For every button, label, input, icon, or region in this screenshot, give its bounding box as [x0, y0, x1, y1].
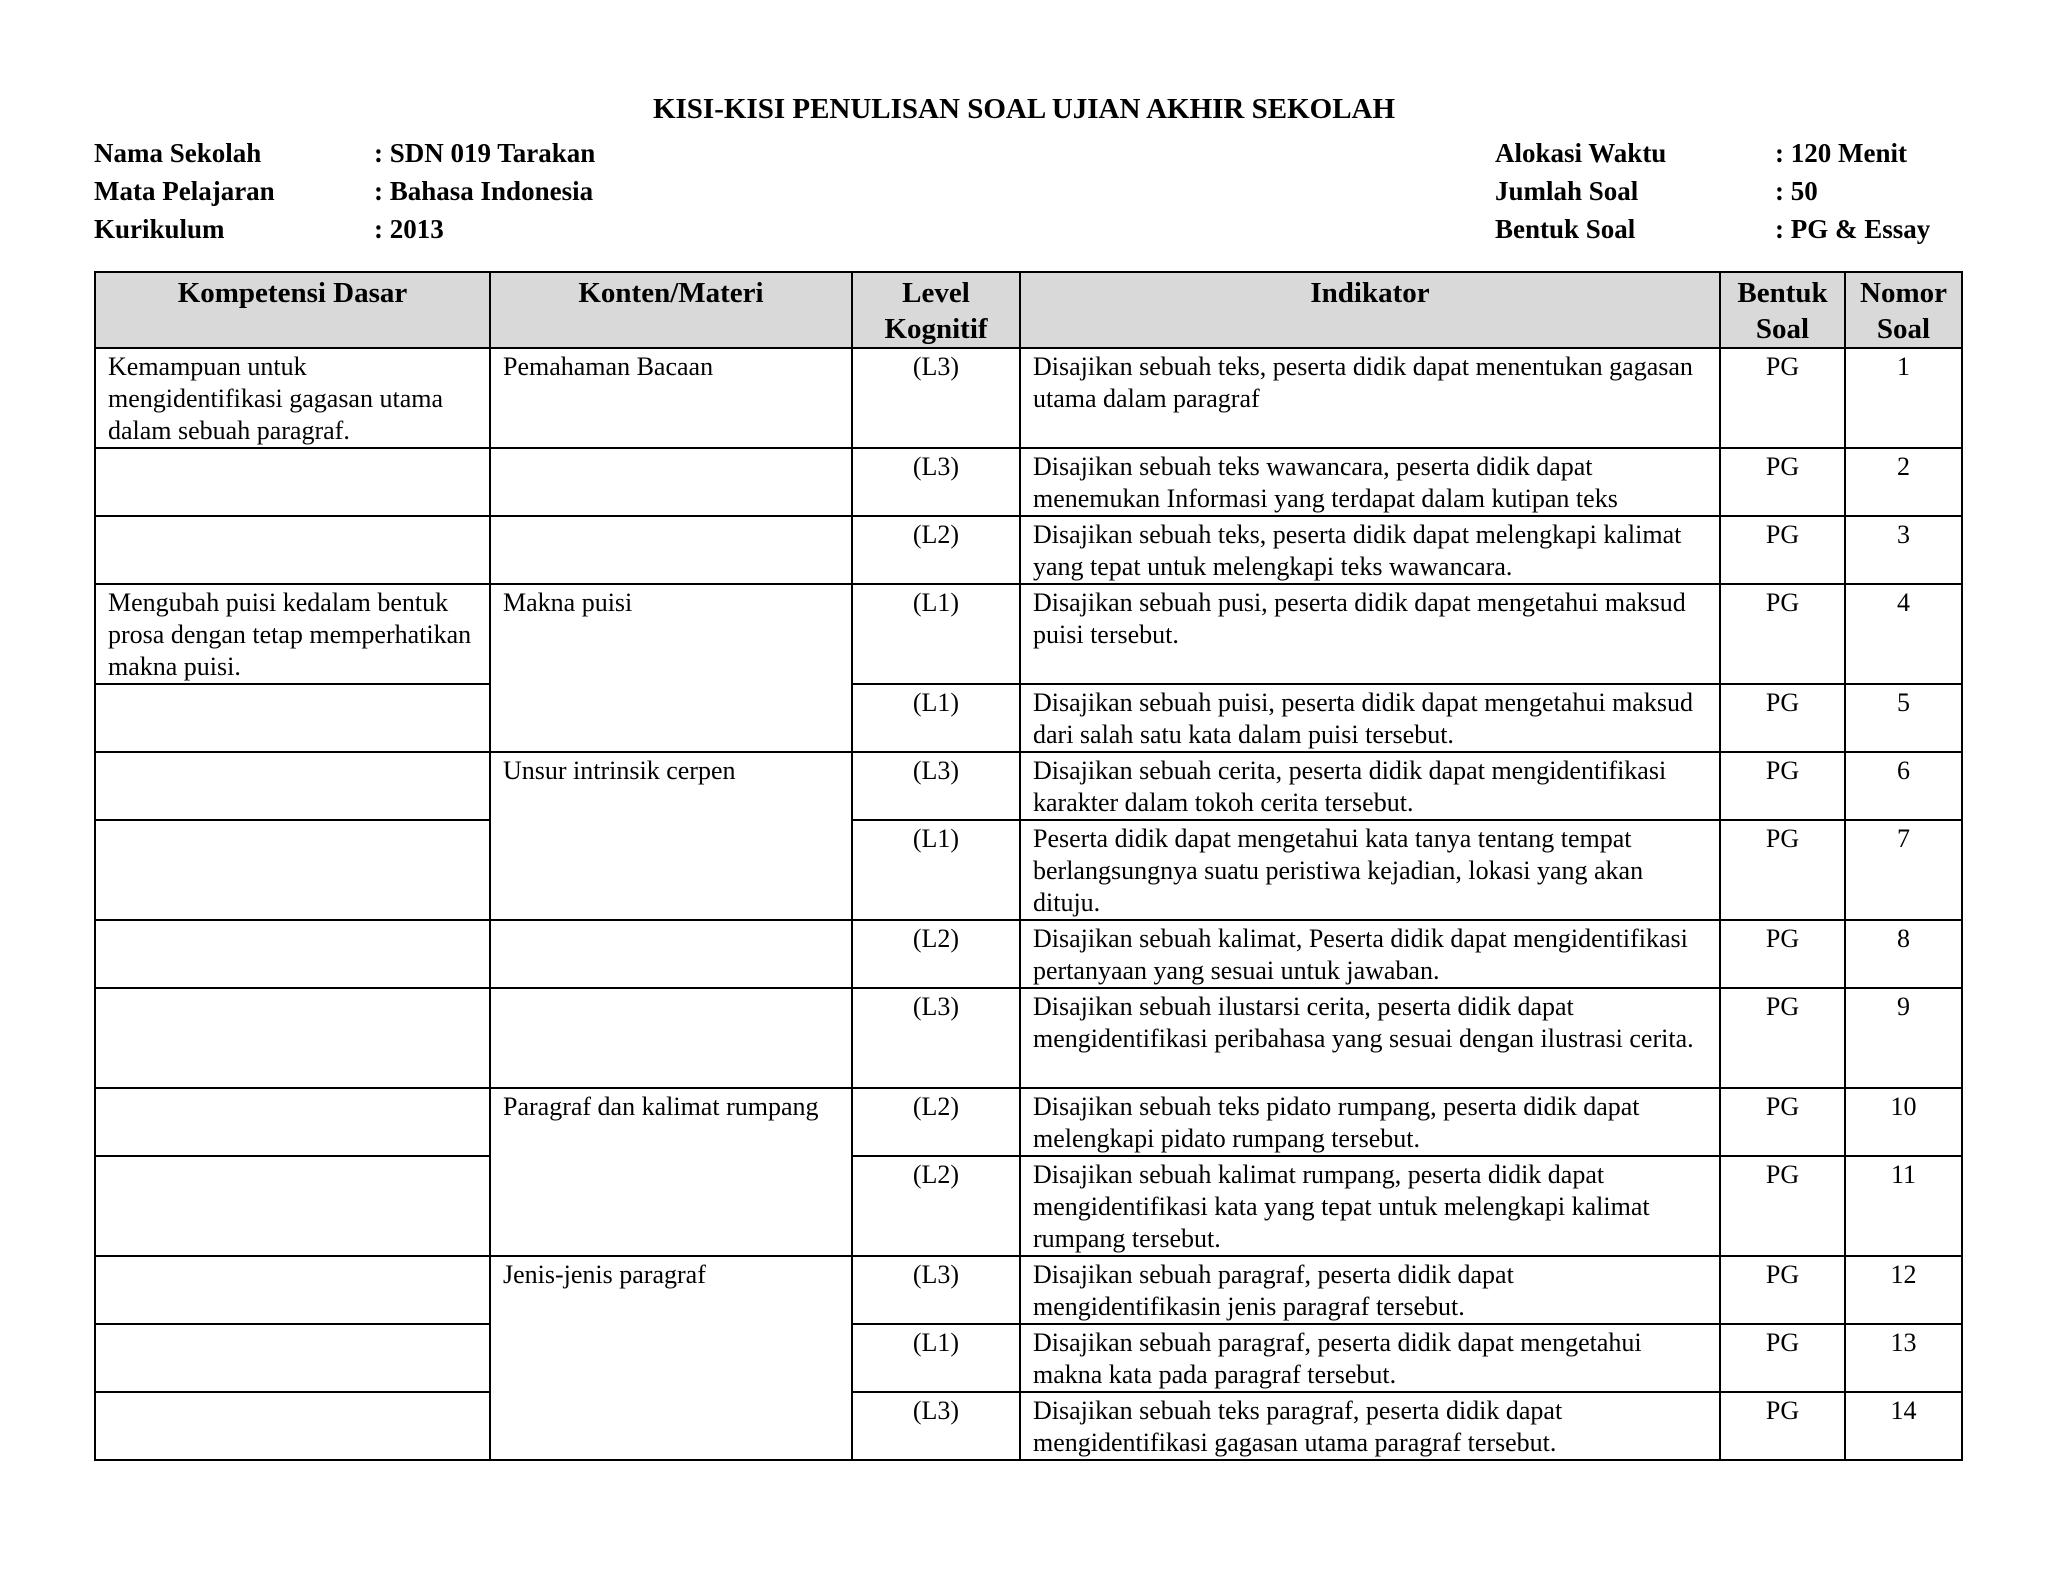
cell-level: (L2)	[852, 1088, 1020, 1156]
cell-level: (L3)	[852, 1392, 1020, 1460]
cell-nomor: 1	[1845, 348, 1962, 448]
cell-konten	[490, 1392, 852, 1460]
cell-konten: Unsur intrinsik cerpen	[490, 752, 852, 820]
cell-nomor: 11	[1845, 1156, 1962, 1256]
header-kompetensi-dasar: Kompetensi Dasar	[95, 272, 490, 348]
cell-kompetensi	[95, 516, 490, 584]
cell-kompetensi	[95, 920, 490, 988]
cell-nomor: 2	[1845, 448, 1962, 516]
meta-label: Bentuk Soal	[1495, 214, 1636, 244]
table-row	[95, 1392, 1962, 1460]
meta-label: Kurikulum	[94, 214, 225, 244]
cell-level: (L3)	[852, 348, 1020, 448]
cell-bentuk: PG	[1720, 1392, 1845, 1460]
cell-nomor: 5	[1845, 684, 1962, 752]
cell-nomor: 4	[1845, 584, 1962, 684]
cell-indikator: Disajikan sebuah cerita, peserta didik dapat mengidentifikasi karakter dalam tokoh cerita tersebut.	[1020, 752, 1720, 820]
cell-indikator: Disajikan sebuah paragraf, peserta didik dapat mengetahui makna kata pada paragraf tersebut.	[1020, 1324, 1720, 1392]
cell-level: (L3)	[852, 988, 1020, 1088]
school-info-block	[94, 134, 595, 248]
table-row	[95, 684, 1962, 752]
cell-kompetensi: Kemampuan untuk mengidentifikasi gagasan utama dalam sebuah paragraf.	[95, 348, 490, 448]
table-row	[95, 820, 1962, 920]
cell-level: (L1)	[852, 820, 1020, 920]
cell-indikator: Disajikan sebuah teks, peserta didik dapat menentukan gagasan utama dalam paragraf	[1020, 348, 1720, 448]
cell-konten	[490, 988, 852, 1088]
cell-konten: Paragraf dan kalimat rumpang	[490, 1088, 852, 1156]
cell-nomor: 10	[1845, 1088, 1962, 1156]
cell-nomor: 14	[1845, 1392, 1962, 1460]
cell-nomor: 8	[1845, 920, 1962, 988]
cell-level: (L3)	[852, 752, 1020, 820]
cell-konten	[490, 1324, 852, 1392]
exam-info-block	[1495, 134, 1930, 248]
cell-bentuk: PG	[1720, 920, 1845, 988]
meta-value: : 2013	[374, 214, 444, 244]
meta-row-mata-pelajaran	[94, 172, 595, 210]
meta-label: Jumlah Soal	[1495, 176, 1639, 206]
cell-bentuk: PG	[1720, 516, 1845, 584]
table-row	[95, 1156, 1962, 1256]
cell-bentuk: PG	[1720, 684, 1845, 752]
cell-kompetensi	[95, 684, 490, 752]
cell-indikator: Disajikan sebuah ilustarsi cerita, peserta didik dapat mengidentifikasi peribahasa yang sesuai dengan ilustrasi cerita.	[1020, 988, 1720, 1088]
cell-kompetensi	[95, 448, 490, 516]
table-row	[95, 1256, 1962, 1324]
cell-indikator: Disajikan sebuah teks wawancara, peserta didik dapat menemukan Informasi yang terdapat dalam kutipan teks	[1020, 448, 1720, 516]
cell-kompetensi	[95, 1256, 490, 1324]
cell-indikator: Disajikan sebuah puisi, peserta didik dapat mengetahui maksud dari salah satu kata dalam puisi tersebut.	[1020, 684, 1720, 752]
cell-konten: Makna puisi	[490, 584, 852, 684]
cell-nomor: 3	[1845, 516, 1962, 584]
table-row	[95, 584, 1962, 684]
meta-row-nama-sekolah	[94, 134, 595, 172]
cell-kompetensi	[95, 1088, 490, 1156]
cell-konten	[490, 920, 852, 988]
table-row	[95, 516, 1962, 584]
cell-nomor: 13	[1845, 1324, 1962, 1392]
cell-bentuk: PG	[1720, 348, 1845, 448]
header-nomor-soal: Nomor Soal	[1845, 272, 1962, 348]
table-row	[95, 752, 1962, 820]
cell-bentuk: PG	[1720, 1256, 1845, 1324]
cell-konten	[490, 684, 852, 752]
cell-level: (L1)	[852, 584, 1020, 684]
table-row	[95, 1088, 1962, 1156]
table-row	[95, 348, 1962, 448]
cell-nomor: 7	[1845, 820, 1962, 920]
cell-indikator: Disajikan sebuah kalimat rumpang, peserta didik dapat mengidentifikasi kata yang tepat untuk melengkapi kalimat rumpang tersebut.	[1020, 1156, 1720, 1256]
cell-konten	[490, 448, 852, 516]
cell-level: (L2)	[852, 920, 1020, 988]
cell-konten	[490, 1156, 852, 1256]
cell-bentuk: PG	[1720, 1324, 1845, 1392]
meta-label: Alokasi Waktu	[1495, 138, 1667, 168]
cell-indikator: Peserta didik dapat mengetahui kata tanya tentang tempat berlangsungnya suatu peristiwa kejadian, lokasi yang akan dituju.	[1020, 820, 1720, 920]
cell-level: (L3)	[852, 448, 1020, 516]
cell-kompetensi	[95, 1324, 490, 1392]
cell-bentuk: PG	[1720, 1088, 1845, 1156]
cell-level: (L2)	[852, 516, 1020, 584]
cell-bentuk: PG	[1720, 752, 1845, 820]
meta-value: : 50	[1775, 176, 1818, 206]
cell-kompetensi: Mengubah puisi kedalam bentuk prosa dengan tetap memperhatikan makna puisi.	[95, 584, 490, 684]
table-header-row	[95, 272, 1962, 348]
meta-value: : SDN 019 Tarakan	[374, 138, 596, 168]
cell-indikator: Disajikan sebuah kalimat, Peserta didik dapat mengidentifikasi pertanyaan yang sesuai untuk jawaban.	[1020, 920, 1720, 988]
cell-bentuk: PG	[1720, 820, 1845, 920]
cell-indikator: Disajikan sebuah teks, peserta didik dapat melengkapi kalimat yang tepat untuk melengkapi teks wawancara.	[1020, 516, 1720, 584]
meta-row-kurikulum	[94, 210, 595, 248]
cell-konten: Jenis-jenis paragraf	[490, 1256, 852, 1324]
cell-indikator: Disajikan sebuah teks pidato rumpang, peserta didik dapat melengkapi pidato rumpang tersebut.	[1020, 1088, 1720, 1156]
kisi-kisi-table	[94, 271, 1963, 1461]
cell-bentuk: PG	[1720, 584, 1845, 684]
meta-row-alokasi-waktu	[1495, 134, 1930, 172]
cell-konten	[490, 516, 852, 584]
cell-kompetensi	[95, 752, 490, 820]
document-title: KISI-KISI PENULISAN SOAL UJIAN AKHIR SEKOLAH	[652, 93, 1396, 125]
cell-konten	[490, 820, 852, 920]
cell-indikator: Disajikan sebuah teks paragraf, peserta didik dapat mengidentifikasi gagasan utama paragraf tersebut.	[1020, 1392, 1720, 1460]
cell-kompetensi	[95, 1156, 490, 1256]
header-level-kognitif: Level Kognitif	[852, 272, 1020, 348]
header-konten-materi: Konten/Materi	[490, 272, 852, 348]
cell-level: (L3)	[852, 1256, 1020, 1324]
cell-bentuk: PG	[1720, 1156, 1845, 1256]
meta-value: : PG & Essay	[1775, 214, 1931, 244]
table-row	[95, 1324, 1962, 1392]
cell-kompetensi	[95, 988, 490, 1088]
cell-level: (L1)	[852, 1324, 1020, 1392]
meta-row-jumlah-soal	[1495, 172, 1930, 210]
meta-row-bentuk-soal	[1495, 210, 1930, 248]
meta-label: Nama Sekolah	[94, 138, 262, 168]
cell-bentuk: PG	[1720, 448, 1845, 516]
cell-nomor: 12	[1845, 1256, 1962, 1324]
header-indikator: Indikator	[1020, 272, 1720, 348]
table-row	[95, 448, 1962, 516]
header-bentuk-soal: Bentuk Soal	[1720, 272, 1845, 348]
meta-value: : Bahasa Indonesia	[374, 176, 594, 206]
cell-kompetensi	[95, 1392, 490, 1460]
table-row	[95, 920, 1962, 988]
cell-indikator: Disajikan sebuah pusi, peserta didik dapat mengetahui maksud puisi tersebut.	[1020, 584, 1720, 684]
table-row	[95, 988, 1962, 1088]
meta-value: : 120 Menit	[1775, 138, 1907, 168]
cell-bentuk: PG	[1720, 988, 1845, 1088]
cell-nomor: 9	[1845, 988, 1962, 1088]
meta-label: Mata Pelajaran	[94, 176, 275, 206]
cell-konten: Pemahaman Bacaan	[490, 348, 852, 448]
cell-level: (L2)	[852, 1156, 1020, 1256]
cell-level: (L1)	[852, 684, 1020, 752]
cell-indikator: Disajikan sebuah paragraf, peserta didik dapat mengidentifikasin jenis paragraf tersebut.	[1020, 1256, 1720, 1324]
cell-kompetensi	[95, 820, 490, 920]
cell-nomor: 6	[1845, 752, 1962, 820]
